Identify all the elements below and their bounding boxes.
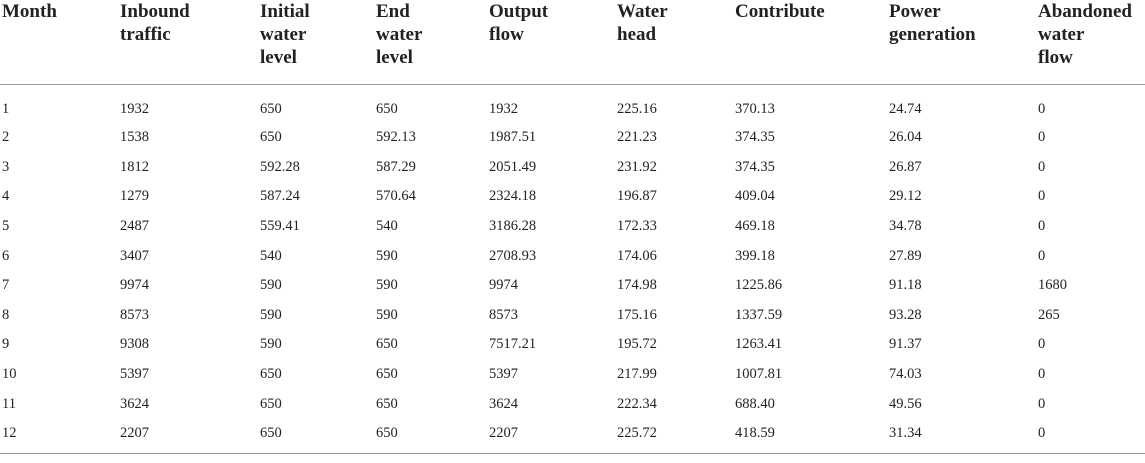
cell-end-water-level: 590 <box>376 277 398 294</box>
cell-end-water-level: 587.29 <box>376 158 416 175</box>
cell-contribute: 370.13 <box>735 100 775 117</box>
cell-power-generation: 27.89 <box>889 247 922 264</box>
cell-end-water-level: 592.13 <box>376 129 416 146</box>
cell-output-flow: 3624 <box>489 395 518 412</box>
cell-output-flow: 2324.18 <box>489 188 537 205</box>
cell-water-head: 221.23 <box>617 129 657 146</box>
header-label: Initial water level <box>260 1 310 68</box>
cell-water-head: 174.06 <box>617 247 657 264</box>
cell-end-water-level: 650 <box>376 366 398 383</box>
cell-end-water-level: 590 <box>376 247 398 264</box>
table-row <box>0 153 1145 183</box>
header-label: Month <box>2 1 57 22</box>
cell-inbound-traffic: 1932 <box>120 100 149 117</box>
column-header-contribute <box>733 0 887 85</box>
cell-contribute: 374.35 <box>735 129 775 146</box>
cell-initial-water-level: 650 <box>258 419 374 453</box>
cell-output-flow: 3186.28 <box>489 218 537 235</box>
cell-output-flow: 2051.49 <box>489 158 537 175</box>
table-row <box>0 85 1145 124</box>
cell-power-generation: 24.74 <box>889 100 922 117</box>
cell-output-flow: 2708.93 <box>489 247 537 264</box>
cell-contribute: 374.35 <box>735 158 775 175</box>
header-label: Power generation <box>889 1 976 45</box>
cell-power-generation: 91.37 <box>889 336 922 353</box>
cell-output-flow: 5397 <box>489 366 518 383</box>
cell-month: 1 <box>2 100 10 117</box>
cell-water-head: 225.72 <box>615 419 733 453</box>
cell-contribute: 469.18 <box>735 218 775 235</box>
table-row <box>0 212 1145 242</box>
cell-water-head: 231.92 <box>617 158 657 175</box>
cell-abandoned-water-flow: 0 <box>1038 100 1046 117</box>
cell-output-flow: 9974 <box>489 277 518 294</box>
cell-initial-water-level: 590 <box>260 277 282 294</box>
header-label: Water head <box>617 1 668 45</box>
cell-initial-water-level: 592.28 <box>260 158 300 175</box>
cell-contribute: 1263.41 <box>735 336 783 353</box>
cell-initial-water-level: 590 <box>260 336 282 353</box>
cell-power-generation: 49.56 <box>889 395 922 412</box>
cell-water-head: 222.34 <box>617 395 657 412</box>
cell-contribute: 409.04 <box>735 188 775 205</box>
cell-end-water-level: 650 <box>376 336 398 353</box>
cell-water-head: 175.16 <box>617 306 657 323</box>
cell-water-head: 174.98 <box>617 277 657 294</box>
cell-inbound-traffic: 8573 <box>120 306 149 323</box>
cell-inbound-traffic: 1538 <box>120 129 149 146</box>
cell-power-generation: 93.28 <box>889 306 922 323</box>
cell-contribute: 418.59 <box>733 419 887 453</box>
cell-water-head: 217.99 <box>617 366 657 383</box>
cell-power-generation: 34.78 <box>889 218 922 235</box>
column-header-output-flow <box>487 0 615 85</box>
table-header <box>0 0 1145 85</box>
cell-inbound-traffic: 5397 <box>120 366 149 383</box>
cell-abandoned-water-flow: 0 <box>1038 395 1046 412</box>
cell-month: 12 <box>0 419 118 453</box>
table-row <box>0 419 1145 453</box>
table-row <box>0 241 1145 271</box>
header-label: Contribute <box>735 1 825 22</box>
cell-inbound-traffic: 1812 <box>120 158 149 175</box>
cell-abandoned-water-flow: 0 <box>1036 419 1145 453</box>
cell-end-water-level: 540 <box>376 218 398 235</box>
cell-abandoned-water-flow: 0 <box>1038 158 1046 175</box>
cell-month: 8 <box>2 306 10 323</box>
cell-contribute: 1337.59 <box>735 306 783 323</box>
cell-inbound-traffic: 9974 <box>120 277 149 294</box>
cell-power-generation: 91.18 <box>889 277 922 294</box>
header-label: Output flow <box>489 1 549 45</box>
cell-abandoned-water-flow: 0 <box>1038 218 1046 235</box>
cell-output-flow: 2207 <box>487 419 615 453</box>
column-header-water-head <box>615 0 733 85</box>
header-label: Abandoned water flow <box>1038 1 1132 68</box>
cell-end-water-level: 590 <box>376 306 398 323</box>
cell-contribute: 399.18 <box>735 247 775 264</box>
cell-initial-water-level: 590 <box>260 306 282 323</box>
cell-output-flow: 7517.21 <box>489 336 537 353</box>
cell-output-flow: 1932 <box>489 100 518 117</box>
cell-inbound-traffic: 1279 <box>120 188 149 205</box>
cell-power-generation: 26.87 <box>889 158 922 175</box>
cell-contribute: 688.40 <box>735 395 775 412</box>
cell-initial-water-level: 650 <box>260 366 282 383</box>
cell-initial-water-level: 540 <box>260 247 282 264</box>
column-header-abandoned-water-flow <box>1036 0 1145 85</box>
column-header-initial-water-level <box>258 0 374 85</box>
cell-abandoned-water-flow: 0 <box>1038 188 1046 205</box>
cell-power-generation: 31.34 <box>887 419 1036 453</box>
cell-water-head: 172.33 <box>617 218 657 235</box>
table-row <box>0 123 1145 153</box>
table-row <box>0 182 1145 212</box>
cell-month: 3 <box>2 158 10 175</box>
cell-end-water-level: 650 <box>376 395 398 412</box>
header-row <box>0 0 1145 85</box>
table-row <box>0 360 1145 390</box>
column-header-end-water-level <box>374 0 487 85</box>
table-row <box>0 301 1145 331</box>
cell-month: 9 <box>2 336 10 353</box>
table-row <box>0 389 1145 419</box>
cell-end-water-level: 650 <box>374 419 487 453</box>
cell-output-flow: 8573 <box>489 306 518 323</box>
cell-end-water-level: 650 <box>376 100 398 117</box>
cell-abandoned-water-flow: 0 <box>1038 129 1046 146</box>
cell-month: 4 <box>2 188 10 205</box>
cell-abandoned-water-flow: 1680 <box>1038 277 1067 294</box>
cell-abandoned-water-flow: 0 <box>1038 247 1046 264</box>
table-body <box>0 85 1145 454</box>
column-header-power-generation <box>887 0 1036 85</box>
cell-initial-water-level: 650 <box>260 395 282 412</box>
header-label: Inbound traffic <box>120 1 190 45</box>
cell-contribute: 1225.86 <box>735 277 783 294</box>
cell-abandoned-water-flow: 0 <box>1038 366 1046 383</box>
cell-end-water-level: 570.64 <box>376 188 416 205</box>
cell-initial-water-level: 650 <box>260 100 282 117</box>
cell-inbound-traffic: 2487 <box>120 218 149 235</box>
cell-initial-water-level: 650 <box>260 129 282 146</box>
cell-month: 10 <box>2 366 17 383</box>
cell-month: 2 <box>2 129 10 146</box>
cell-inbound-traffic: 9308 <box>120 336 149 353</box>
header-label: End water level <box>376 1 423 68</box>
cell-initial-water-level: 587.24 <box>260 188 300 205</box>
column-header-inbound-traffic <box>118 0 258 85</box>
column-header-month <box>0 0 118 85</box>
cell-abandoned-water-flow: 265 <box>1038 306 1060 323</box>
cell-output-flow: 1987.51 <box>489 129 537 146</box>
cell-water-head: 225.16 <box>617 100 657 117</box>
cell-month: 6 <box>2 247 10 264</box>
cell-month: 5 <box>2 218 10 235</box>
cell-inbound-traffic: 3624 <box>120 395 149 412</box>
table-row <box>0 271 1145 301</box>
cell-month: 7 <box>2 277 10 294</box>
cell-power-generation: 26.04 <box>889 129 922 146</box>
table-row <box>0 330 1145 360</box>
cell-inbound-traffic: 2207 <box>118 419 258 453</box>
cell-inbound-traffic: 3407 <box>120 247 149 264</box>
cell-initial-water-level: 559.41 <box>260 218 300 235</box>
cell-contribute: 1007.81 <box>735 366 783 383</box>
cell-power-generation: 74.03 <box>889 366 922 383</box>
cell-water-head: 196.87 <box>617 188 657 205</box>
cell-water-head: 195.72 <box>617 336 657 353</box>
cell-month: 11 <box>2 395 16 412</box>
cell-power-generation: 29.12 <box>889 188 922 205</box>
cell-abandoned-water-flow: 0 <box>1038 336 1046 353</box>
